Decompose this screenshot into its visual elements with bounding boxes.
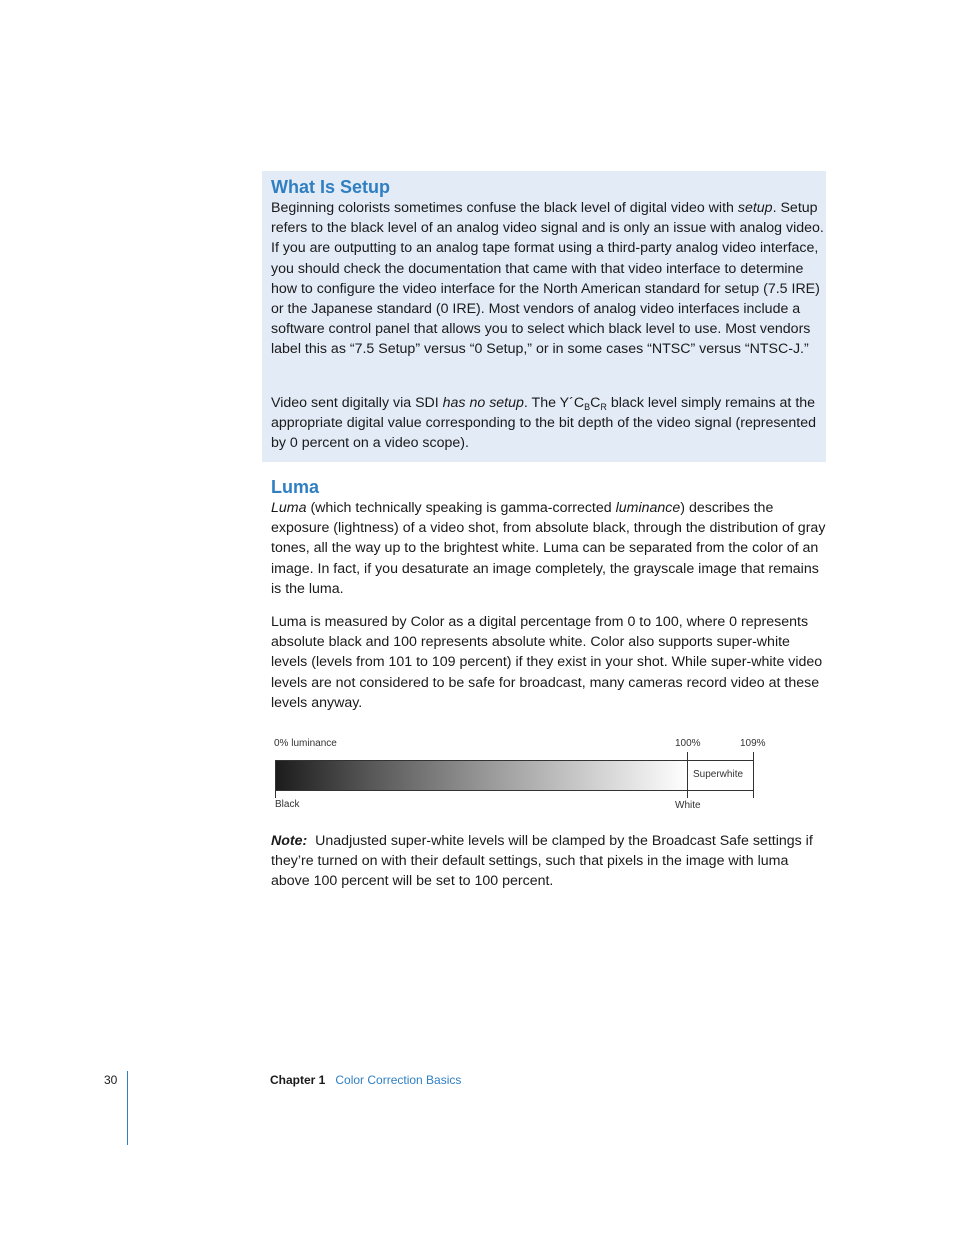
text-run: Video sent digitally via SDI (271, 395, 443, 411)
setup-heading: What Is Setup (271, 177, 391, 197)
text-run: . Setup refers to the black level of an analog video signal and is only an issue with analog video. If you are outputting to an analog tape format using a third-party analog video interface, you should check the documentation that came with that video interface to determine how to configure the video interface for the North American standard for setup (7.5 IRE) or the Japanese standard (0 IRE). Most vendors of analog video interfaces include a software control panel that allows you to select which black level to use. Most vendors label this as “7.5 Setup” versus “0 Setup,” or in some cases “NTSC” versus “NTSC-J.” (271, 200, 824, 358)
label-superwhite: Superwhite (693, 769, 744, 780)
label-100-percent: 100% (675, 738, 701, 749)
footer-divider (127, 1071, 128, 1145)
tick-109-bottom (753, 789, 754, 798)
page-number: 30 (104, 1073, 118, 1087)
setup-paragraph-2 (271, 393, 826, 454)
chapter-title: Color Correction Basics (335, 1073, 462, 1087)
label-black: Black (275, 799, 300, 810)
label-zero-luminance: 0% luminance (274, 738, 337, 749)
text-run: Unadjusted super-white levels will be clamped by the Broadcast Safe settings if they’re turned on with their default settings, such that pixels in the image with luma above 100 percent will be set to 100 percent. (271, 833, 813, 890)
tick-100-top (687, 752, 688, 760)
note-label: Note: (271, 833, 308, 849)
italic-run: setup (737, 200, 773, 216)
italic-run: has no setup (442, 395, 524, 411)
text-run: Beginning colorists sometimes confuse the black level of digital video with (271, 200, 738, 216)
luma-paragraph-2: Luma is measured by Color as a digital percentage from 0 to 100, where 0 represents absolute black and 100 represents absolute white. Color also supports super-white levels (levels from 101 to 109 percent) if they exist in your shot. While super-white video levels are not considered to be safe for broadcast, many cameras record video at these levels anyway. (271, 614, 823, 711)
text-run: ) describes the exposure (lightness) of a video shot, from absolute black, through the distribution of gray tones, all the way up to the brightest white. Luma can be separated from the color of an image. In fact, if you desaturate an image completely, the grayscale image that remains is the luma. (271, 500, 826, 597)
italic-run: Luma (271, 500, 307, 516)
setup-paragraph-1 (271, 198, 826, 360)
italic-run: luminance (615, 500, 681, 516)
luma-heading: Luma (271, 477, 320, 497)
footer-chapter (270, 1073, 461, 1087)
luma-paragraph-1 (271, 498, 826, 599)
text-run: black level simply remains at the appropriate digital value corresponding to the bit depth of the video signal (represented by 0 percent on a video scope). (271, 395, 816, 452)
tick-black (275, 789, 276, 798)
chapter-label: Chapter 1 (270, 1073, 326, 1087)
text-run: (which technically speaking is gamma-corrected (306, 500, 616, 516)
text-run: . The Y´C (523, 395, 585, 411)
luminance-gradient-bar (275, 760, 689, 791)
label-white: White (675, 800, 701, 811)
subscript: R (600, 402, 607, 412)
tick-109-top (753, 752, 754, 760)
label-109-percent: 109% (740, 738, 766, 749)
text-run: C (590, 395, 601, 411)
tick-white (687, 789, 688, 798)
subscript: B (584, 402, 591, 412)
note-paragraph (271, 831, 826, 892)
